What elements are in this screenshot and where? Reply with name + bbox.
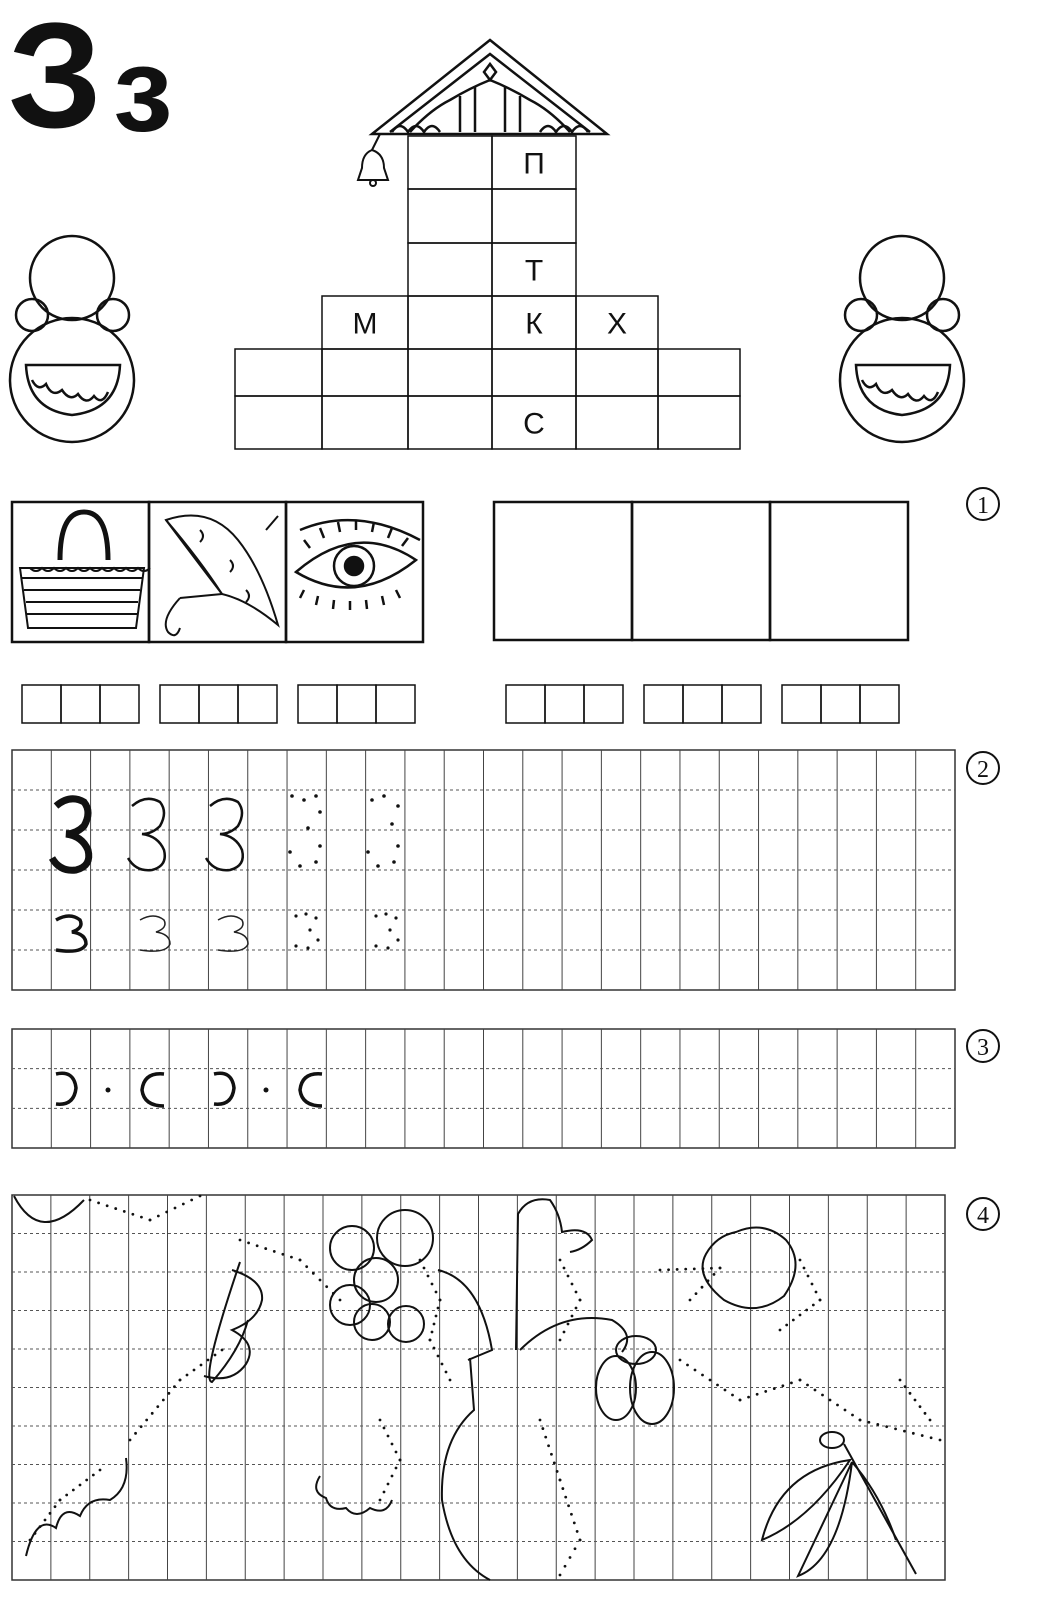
pattern-elements bbox=[56, 1073, 322, 1106]
house-cell bbox=[408, 296, 492, 349]
house-cell bbox=[408, 349, 492, 396]
sound-cell bbox=[860, 685, 899, 723]
sound-cell bbox=[644, 685, 683, 723]
sound-cell bbox=[683, 685, 722, 723]
sound-cell bbox=[22, 685, 61, 723]
big-letter-upper: З bbox=[8, 0, 102, 159]
task-number-2: 2 bbox=[966, 751, 1000, 785]
sound-cell bbox=[160, 685, 199, 723]
writing-grid-3 bbox=[12, 1029, 955, 1148]
house-cell-letter: М bbox=[352, 307, 378, 341]
eye-picture bbox=[296, 520, 420, 610]
house-cell bbox=[235, 349, 322, 396]
house-cell-letter: Т bbox=[524, 254, 544, 288]
house-cell-letter: К bbox=[525, 307, 543, 341]
task-number-1: 1 bbox=[966, 487, 1000, 521]
house-cell bbox=[658, 396, 740, 449]
task-number-3: 3 bbox=[966, 1029, 1000, 1063]
house-cell bbox=[235, 396, 322, 449]
sound-cell bbox=[238, 685, 277, 723]
house-roof bbox=[372, 40, 607, 134]
house-cell-letter: П bbox=[523, 147, 545, 181]
house-cell bbox=[408, 136, 492, 189]
house-cell-letter: С bbox=[523, 407, 545, 441]
dot-trails bbox=[29, 1195, 942, 1577]
sound-cell bbox=[782, 685, 821, 723]
basket-picture bbox=[20, 512, 150, 628]
sound-cell bbox=[722, 685, 761, 723]
sound-cell bbox=[376, 685, 415, 723]
sound-cell bbox=[298, 685, 337, 723]
letter-samples bbox=[52, 794, 400, 951]
sound-cell bbox=[506, 685, 545, 723]
sound-cell bbox=[821, 685, 860, 723]
sound-cell bbox=[584, 685, 623, 723]
left-figure-decoration bbox=[10, 236, 134, 442]
sound-scheme-boxes bbox=[22, 685, 899, 723]
house-cell bbox=[408, 189, 492, 243]
house-cell bbox=[322, 396, 408, 449]
answer-boxes bbox=[494, 502, 908, 640]
sound-cell bbox=[545, 685, 584, 723]
sound-cell bbox=[100, 685, 139, 723]
house-cell bbox=[576, 396, 658, 449]
house-cell bbox=[658, 349, 740, 396]
house-letter-grid bbox=[235, 136, 740, 449]
sound-cell bbox=[61, 685, 100, 723]
house-cell bbox=[408, 396, 492, 449]
right-figure-decoration bbox=[840, 236, 964, 442]
house-cell bbox=[576, 349, 658, 396]
big-letter-lower: з bbox=[113, 23, 173, 157]
house-cell bbox=[322, 349, 408, 396]
umbrella-picture bbox=[166, 516, 278, 636]
house-cell bbox=[492, 189, 576, 243]
bell-decoration bbox=[358, 134, 388, 186]
house-cell bbox=[408, 243, 492, 296]
house-cell bbox=[492, 349, 576, 396]
sound-cell bbox=[337, 685, 376, 723]
house-cell-letter: Х bbox=[606, 307, 628, 341]
sound-cell bbox=[199, 685, 238, 723]
drawing-grid-4 bbox=[12, 1195, 945, 1580]
task-number-4: 4 bbox=[966, 1197, 1000, 1231]
